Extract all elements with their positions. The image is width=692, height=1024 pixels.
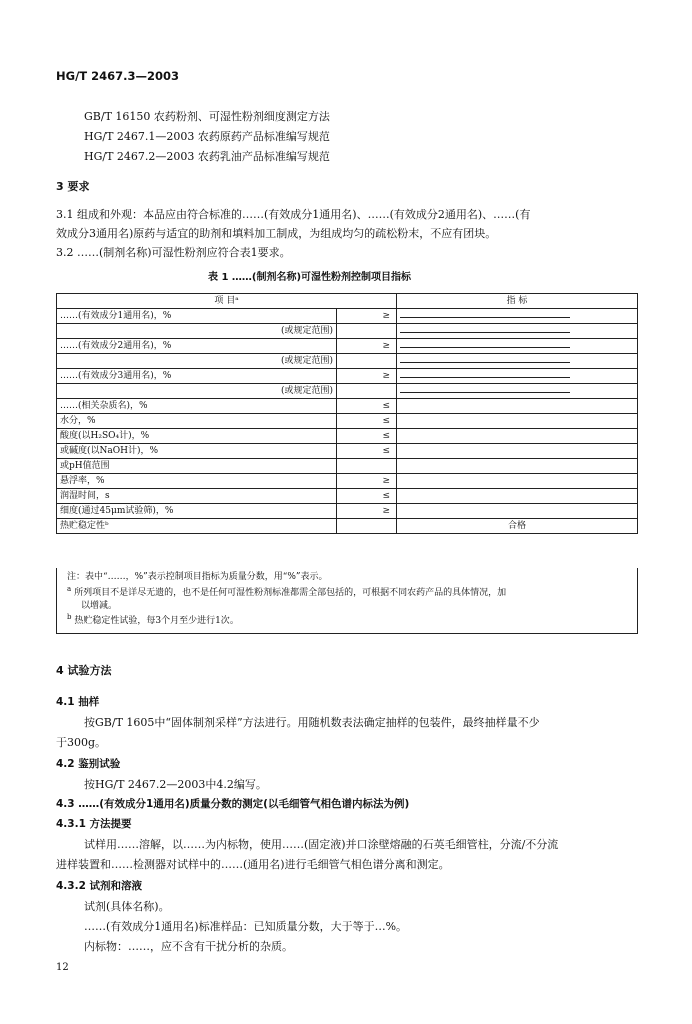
row-item: 细度(通过45μm试验筛)，% bbox=[57, 504, 337, 519]
row-item: ……(有效成分1通用名)，% bbox=[57, 309, 337, 324]
row-item: (或规定范围) bbox=[57, 354, 337, 369]
reference-item: HG/T 2467.2—2003 农药乳油产品标准编写规范 bbox=[84, 150, 330, 163]
row-operator: ≥ bbox=[337, 309, 397, 324]
row-spec bbox=[397, 414, 638, 429]
row-spec bbox=[397, 369, 638, 384]
paragraph-line: 按GB/T 1605中“固体制剂采样”方法进行。用随机数表法确定抽样的包装件，最终抽样量不少 bbox=[84, 716, 540, 729]
row-spec bbox=[397, 384, 638, 399]
row-spec bbox=[397, 339, 638, 354]
note-main: 注：表中“……，%”表示控制项目指标为质量分数，用“%”表示。 bbox=[67, 572, 328, 582]
row-operator: ≤ bbox=[337, 444, 397, 459]
table-row bbox=[57, 324, 638, 339]
paragraph-line: 3.1 组成和外观：本品应由符合标准的……(有效成分1通用名)、……(有效成分2通用名)、……(有 bbox=[56, 208, 531, 221]
row-spec bbox=[397, 324, 638, 339]
row-operator: ≥ bbox=[337, 369, 397, 384]
paragraph-line: 试样用……溶解，以……为内标物，使用……(固定液)并口涂壁熔融的石英毛细管柱，分流/不分流 bbox=[84, 838, 559, 851]
row-item: ……(有效成分2通用名)，% bbox=[57, 339, 337, 354]
subsection-heading: 4.3 ……(有效成分1通用名)质量分数的测定(以毛细管气相色谱内标法为例) bbox=[56, 798, 410, 810]
row-item: 水分，% bbox=[57, 414, 337, 429]
table-header-row bbox=[57, 294, 638, 309]
row-operator: ≤ bbox=[337, 399, 397, 414]
subsection-heading: 4.1 抽样 bbox=[56, 696, 100, 708]
paragraph-line: 3.2 ……(制剂名称)可湿性粉剂应符合表1要求。 bbox=[56, 246, 291, 259]
table-row bbox=[57, 309, 638, 324]
subsection-heading: 4.3.2 试剂和溶液 bbox=[56, 880, 143, 892]
row-spec bbox=[397, 474, 638, 489]
table-row bbox=[57, 369, 638, 384]
note-a-line: 所列项目不是详尽无遗的，也不是任何可湿性粉剂标准都需全部包括的，可根据不同农药产品的具体情况，加 bbox=[74, 587, 507, 598]
document-id: HG/T 2467.3—2003 bbox=[56, 69, 179, 83]
row-operator bbox=[337, 459, 397, 474]
row-item: 或pH值范围 bbox=[57, 459, 337, 474]
row-item: (或规定范围) bbox=[57, 324, 337, 339]
paragraph-line: 试剂(具体名称)。 bbox=[84, 900, 170, 913]
subsection-heading: 4.3.1 方法提要 bbox=[56, 818, 132, 830]
row-item: 热贮稳定性ᵇ bbox=[57, 519, 337, 534]
table-row bbox=[57, 354, 638, 369]
table-row bbox=[57, 519, 638, 534]
row-operator: ≥ bbox=[337, 474, 397, 489]
paragraph-line: 内标物：……，应不含有干扰分析的杂质。 bbox=[84, 940, 293, 953]
note-b-mark: b bbox=[67, 613, 72, 622]
table-row bbox=[57, 384, 638, 399]
row-item: 润湿时间，s bbox=[57, 489, 337, 504]
note-a-line: 以增减。 bbox=[81, 600, 118, 611]
row-operator: ≤ bbox=[337, 429, 397, 444]
table-row bbox=[57, 474, 638, 489]
table-row bbox=[57, 414, 638, 429]
row-spec: 合格 bbox=[397, 519, 638, 534]
section-heading: 4 试验方法 bbox=[56, 664, 112, 677]
reference-item: HG/T 2467.1—2003 农药原药产品标准编写规范 bbox=[84, 130, 330, 143]
table-row bbox=[57, 399, 638, 414]
paragraph-line: 进样装置和……检测器对试样中的……(通用名)进行毛细管气相色谱分离和测定。 bbox=[56, 858, 450, 871]
row-operator: ≤ bbox=[337, 414, 397, 429]
column-header-spec: 指 标 bbox=[397, 294, 638, 309]
spec-table bbox=[56, 293, 638, 534]
row-spec bbox=[397, 399, 638, 414]
section-heading: 3 要求 bbox=[56, 180, 90, 193]
note-b-line: 热贮稳定性试验，每3个月至少进行1次。 bbox=[74, 616, 239, 627]
table-row bbox=[57, 429, 638, 444]
table-row bbox=[57, 489, 638, 504]
row-operator: ≥ bbox=[337, 339, 397, 354]
row-spec bbox=[397, 489, 638, 504]
row-item: ……(相关杂质名)，% bbox=[57, 399, 337, 414]
table-notes bbox=[56, 568, 638, 634]
row-operator: ≥ bbox=[337, 504, 397, 519]
reference-item: GB/T 16150 农药粉剂、可湿性粉剂细度测定方法 bbox=[84, 110, 330, 123]
paragraph-line: 按HG/T 2467.2—2003中4.2编写。 bbox=[84, 778, 267, 791]
column-header-item: 项 目ᵃ bbox=[57, 294, 397, 309]
row-spec bbox=[397, 444, 638, 459]
row-item: 悬浮率，% bbox=[57, 474, 337, 489]
paragraph-line: 效成分3通用名)原药与适宜的助剂和填料加工制成，为组成均匀的疏松粉末，不应有团块。 bbox=[56, 227, 497, 240]
table-row bbox=[57, 459, 638, 474]
row-operator bbox=[337, 354, 397, 369]
page-number: 12 bbox=[56, 962, 69, 973]
row-spec bbox=[397, 504, 638, 519]
row-item: (或规定范围) bbox=[57, 384, 337, 399]
row-spec bbox=[397, 354, 638, 369]
row-operator bbox=[337, 384, 397, 399]
table-row bbox=[57, 504, 638, 519]
table-row bbox=[57, 444, 638, 459]
row-spec bbox=[397, 459, 638, 474]
row-operator bbox=[337, 324, 397, 339]
row-item: 酸度(以H₂SO₄计)，% bbox=[57, 429, 337, 444]
table-caption: 表 1 ……(制剂名称)可湿性粉剂控制项目指标 bbox=[208, 272, 412, 283]
row-spec bbox=[397, 429, 638, 444]
paragraph-line: ……(有效成分1通用名)标准样品：已知质量分数，大于等于…%。 bbox=[84, 920, 408, 933]
row-operator bbox=[337, 519, 397, 534]
row-item: 或碱度(以NaOH计)，% bbox=[57, 444, 337, 459]
row-item: ……(有效成分3通用名)，% bbox=[57, 369, 337, 384]
paragraph-line: 于300g。 bbox=[56, 736, 107, 749]
row-operator: ≤ bbox=[337, 489, 397, 504]
table-row bbox=[57, 339, 638, 354]
row-spec bbox=[397, 309, 638, 324]
note-a-mark: a bbox=[67, 584, 72, 593]
subsection-heading: 4.2 鉴别试验 bbox=[56, 758, 121, 770]
